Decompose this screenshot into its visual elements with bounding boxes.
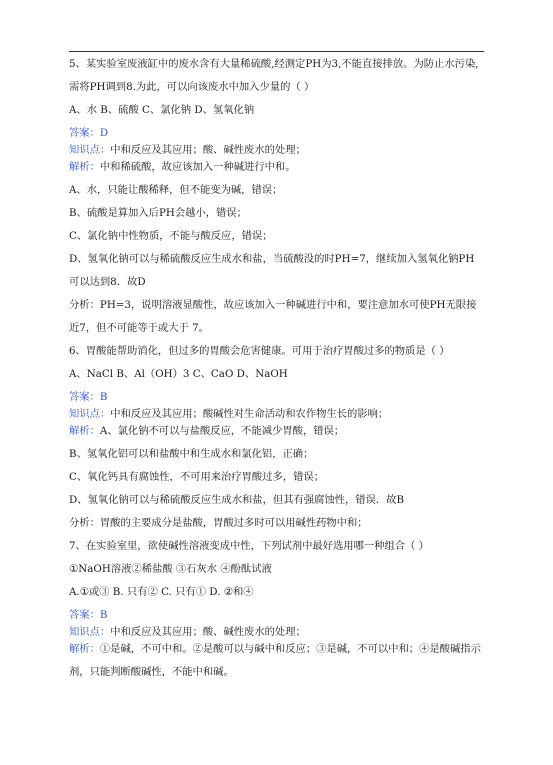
q6-reason-b: B、氢氧化铝可以和盐酸中和生成水和氯化铝，正确；	[69, 448, 314, 460]
q5-reason-a: A、水，只能让酸稀释，但不能变为碱，错误；	[69, 184, 283, 196]
document-body	[69, 58, 484, 679]
knowledge-label: 知识点：	[69, 408, 111, 420]
q6-answer	[69, 391, 484, 404]
analysis-text: ①是碱，不可中和。②是酸可以与碱中和反应；③是碱，不可以中和；④是酸碱指示	[99, 643, 481, 655]
q5-reason-b: B、硫酸是算加入后PH会越小，错误；	[69, 207, 247, 219]
answer-label: 答案：	[69, 127, 100, 139]
q6-options: A、NaCl B、Al（OH）3 C、CaO D、NaOH	[69, 368, 288, 380]
analysis-label: 解析：	[69, 643, 100, 655]
knowledge-text: 中和反应及其应用；酸、碱性废水的处理；	[110, 144, 306, 156]
answer-value: B	[99, 609, 108, 621]
q5-stem-line1: 5、某实验室废液缸中的废水含有大量稀硫酸,经测定PH为3,不能直接排放。为防止水污染,	[69, 58, 479, 70]
q5-stem-line2: 需将PH调到8.为此，可以向该废水中加入少量的（ ）	[69, 81, 315, 93]
analysis-text: A、氯化钠不可以与盐酸反应，不能减少胃酸，错误；	[99, 425, 345, 437]
q6-stem: 6、胃酸能帮助消化，但过多的胃酸会危害健康。可用于治疗胃酸过多的物质是（ ）	[69, 345, 450, 357]
q6-reason-c: C、氧化钙具有腐蚀性，不可用来治疗胃酸过多，错误；	[69, 471, 325, 483]
analysis-label: 解析：	[69, 425, 100, 437]
answer-value: B	[99, 391, 108, 403]
q7-stem: 7、在实验室里，欲使碱性溶液变成中性，下列试剂中最好选用哪一种组合（ ）	[69, 540, 429, 552]
answer-label: 答案：	[69, 391, 100, 403]
header-rule	[69, 51, 484, 52]
analysis-text: 中和稀硫酸，故应该加入一种碱进行中和。	[99, 161, 296, 173]
knowledge-text: 中和反应及其应用；酸碱性对生命活动和农作物生长的影响；	[110, 408, 389, 420]
q5-answer	[69, 127, 484, 140]
q5-analysis	[69, 161, 484, 174]
knowledge-label: 知识点：	[69, 626, 111, 638]
q7-options: A.①或③ B. 只有② C. 只有① D. ②和④	[69, 586, 254, 598]
q7-analysis-line1	[69, 643, 484, 656]
q7-answer	[69, 609, 484, 622]
q6-reason-d: D、氢氧化钠可以与稀硫酸反应生成水和盐，但其有强腐蚀性，错误．故B	[69, 494, 405, 506]
q5-knowledge-point	[69, 144, 484, 157]
q5-summary-line1: 分析：PH=3，说明溶液显酸性，故应该加入一种碱进行中和，要注意加水可使PH无限接	[69, 299, 477, 311]
knowledge-text: 中和反应及其应用；酸、碱性废水的处理；	[110, 626, 306, 638]
analysis-label: 解析：	[69, 161, 100, 173]
answer-value: D	[99, 127, 109, 139]
q7-analysis-line2: 剂，只能判断酸碱性，不能中和碱。	[69, 666, 234, 678]
q5-reason-d-line2: 可以达到8．故D	[69, 276, 146, 288]
q5-options: A、水 B、硫酸 C、氯化钠 D、氢氧化钠	[69, 104, 255, 116]
knowledge-label: 知识点：	[69, 144, 111, 156]
q6-knowledge-point	[69, 408, 484, 421]
q6-summary: 分析：胃酸的主要成分是盐酸，胃酸过多时可以用碱性药物中和；	[69, 517, 368, 529]
q7-knowledge-point	[69, 626, 484, 639]
q5-reason-c: C、氯化钠中性物质，不能与酸反应，错误；	[69, 230, 273, 242]
q5-reason-d-line1: D、氢氧化钠可以与稀硫酸反应生成水和盐，当硫酸没的时PH=7，继续加入氢氧化钠PH	[69, 253, 475, 265]
answer-label: 答案：	[69, 609, 100, 621]
q7-items: ①NaOH溶液②稀盐酸 ③石灰水 ④酚酞试液	[69, 563, 272, 575]
q6-analysis	[69, 425, 484, 438]
q5-summary-line2: 近7，但不可能等于或大于 7。	[69, 322, 209, 334]
